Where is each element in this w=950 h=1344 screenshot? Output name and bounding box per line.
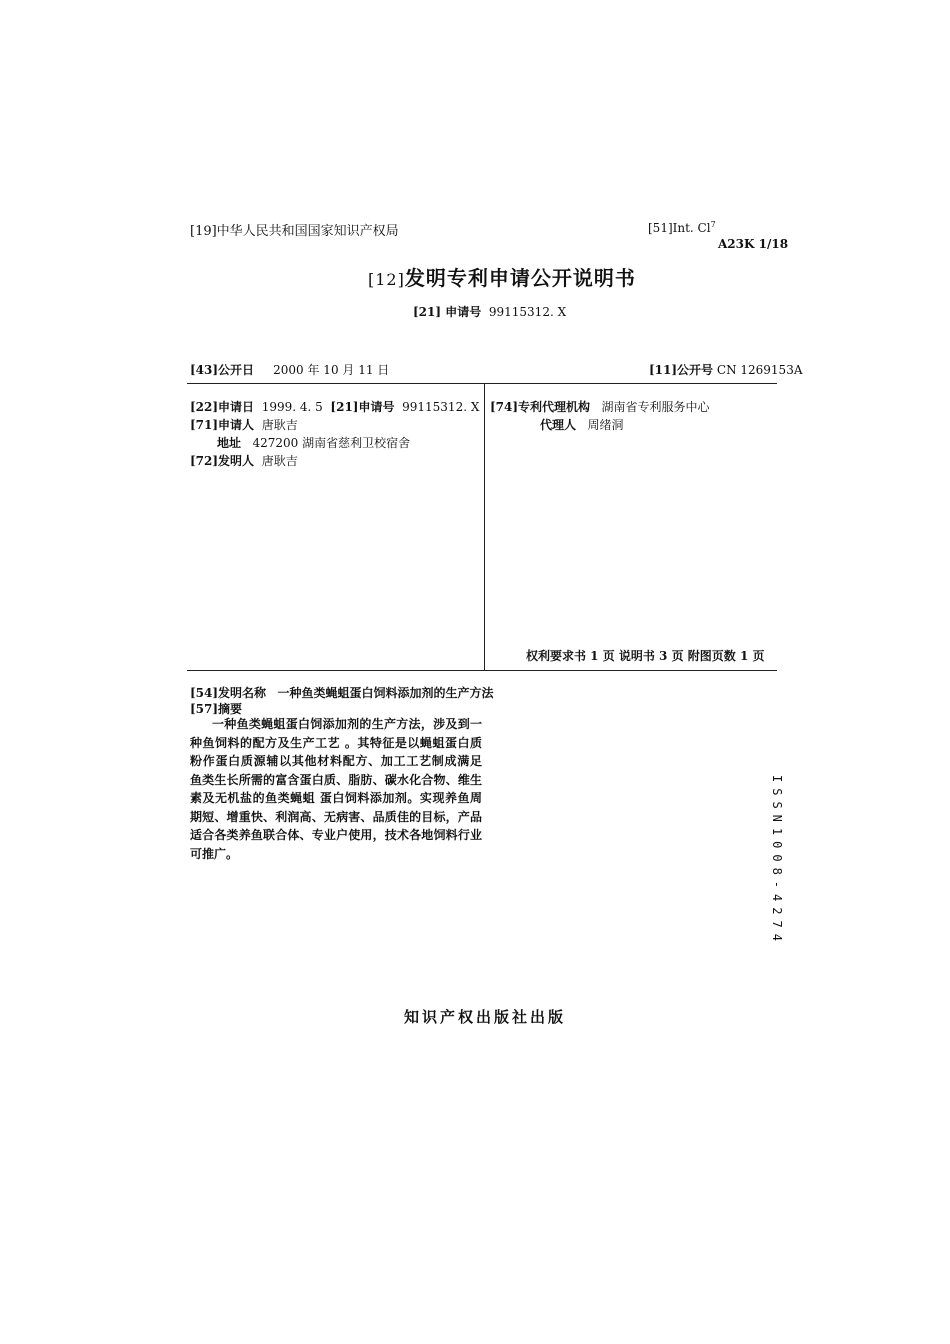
page-counts: 权利要求书 1 页 说明书 3 页 附图页数 1 页 bbox=[526, 649, 765, 663]
pub-no-value: CN 1269153A bbox=[716, 363, 803, 377]
invention-title: 一种鱼类蝇蛆蛋白饲料添加剂的生产方法 bbox=[277, 686, 494, 700]
filing-info bbox=[190, 398, 479, 415]
agency-row bbox=[490, 398, 710, 415]
document-type-code: [12] bbox=[368, 270, 405, 289]
agent-label: 代理人 bbox=[540, 418, 577, 432]
issuing-office: [19]中华人民共和国国家知识产权局 bbox=[190, 224, 399, 239]
pub-no-label: [11]公开号 bbox=[649, 363, 714, 377]
divider-top bbox=[187, 383, 777, 384]
invention-title-label: [54]发明名称 bbox=[190, 686, 267, 700]
agency-label: [74]专利代理机构 bbox=[490, 400, 591, 414]
abstract-label: [57]摘要 bbox=[190, 702, 243, 716]
divider-vertical bbox=[484, 384, 485, 670]
applicant-row bbox=[190, 416, 298, 433]
app-no-value: 99115312. X bbox=[402, 400, 480, 414]
address-row bbox=[217, 434, 410, 451]
agent-row bbox=[540, 416, 623, 433]
publication-date bbox=[190, 361, 389, 378]
filing-date-label: [22]申请日 bbox=[190, 400, 255, 414]
publisher: 知识产权出版社出版 bbox=[404, 1008, 567, 1026]
inventor-row bbox=[190, 452, 298, 469]
header-app-no-label: [21] 申请号 bbox=[413, 305, 482, 319]
pub-date-label: [43]公开日 bbox=[190, 363, 255, 377]
abstract-text: 一种鱼类蝇蛆蛋白饲添加剂的生产方法，涉及到一种鱼饲料的配方及生产工艺 。其特征是以蝇蛆蛋白质粉作蛋白质源辅以其他材料配方、加工工艺制成满足 鱼类生长所需的富含蛋白质、脂肪、碳水化合物、维生素及无机盐的鱼类蝇蛆 蛋白饲料添加剂。实现养鱼周期短、增重快、利润高、无病害、品质佳的目标，产品适合各类养鱼联合体、专业户使用，技术各地饲料行业可推广。 bbox=[190, 717, 482, 861]
applicant-value: 唐耿吉 bbox=[261, 418, 298, 432]
header-app-no-value: 99115312. X bbox=[488, 305, 567, 319]
filing-date-value: 1999. 4. 5 bbox=[261, 400, 323, 414]
header-application-number bbox=[413, 303, 566, 320]
agent-value: 周绪洞 bbox=[587, 418, 624, 432]
applicant-label: [71]申请人 bbox=[190, 418, 255, 432]
int-cl-label: [51]Int. Cl bbox=[648, 221, 711, 235]
classification-code: A23K 1/18 bbox=[718, 237, 789, 251]
pub-date-value: 2000 年 10 月 11 日 bbox=[273, 363, 390, 377]
agency-value: 湖南省专利服务中心 bbox=[601, 400, 710, 414]
divider-bottom bbox=[187, 670, 777, 671]
address-label: 地址 bbox=[217, 436, 242, 450]
int-cl-edition: 7 bbox=[710, 220, 716, 229]
int-cl bbox=[648, 220, 716, 235]
inventor-value: 唐耿吉 bbox=[261, 454, 298, 468]
document-title bbox=[368, 262, 636, 291]
publication-number bbox=[649, 361, 803, 378]
document-type: 发明专利申请公开说明书 bbox=[404, 266, 636, 290]
address-value: 427200 湖南省慈利卫校宿舍 bbox=[252, 436, 411, 450]
invention-title-row bbox=[190, 684, 494, 701]
issn-number: ISSN1008-4274 bbox=[770, 775, 784, 947]
app-no-label: [21]申请号 bbox=[330, 400, 395, 414]
inventor-label: [72]发明人 bbox=[190, 454, 255, 468]
